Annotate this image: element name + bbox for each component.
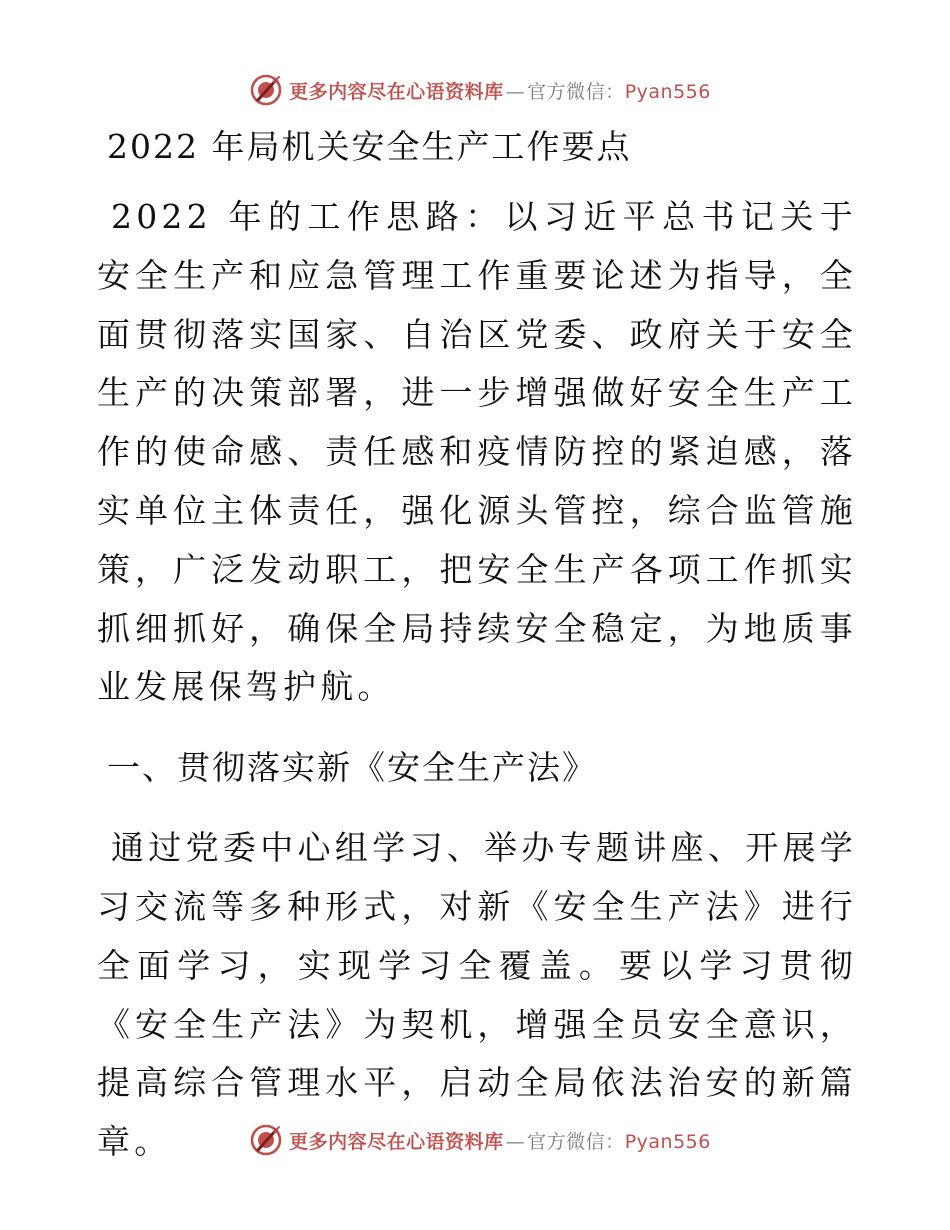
watermark-dash: — <box>505 80 526 103</box>
watermark-dash: — <box>505 1130 526 1153</box>
document-title: 2022 年局机关安全生产工作要点 <box>107 127 632 166</box>
paragraph-work-ideas: 2022 年的工作思路：以习近平总书记关于安全生产和应急管理工作重要论述为指导，全面贯彻落实国家、自治区党委、政府关于安全生产的决策部署，进一步增强做好安全生产工作的使命感、责任感和疫情防控的紧迫感，落实单位主体责任，强化源头管控，综合监管施策，广泛发动职工，把安全生产各项工作抓实抓细抓好，确保全局持续安全稳定，为地质事业发展保驾护航。 <box>97 197 857 707</box>
watermark-brand: 更多内容尽在心语资料库 <box>289 1130 504 1153</box>
watermark-brand: 更多内容尽在心语资料库 <box>289 80 504 103</box>
watermark-label: 官方微信： <box>527 80 625 103</box>
section-heading-1: 一、贯彻落实新《安全生产法》 <box>107 748 597 788</box>
pen-logo-icon <box>249 73 283 107</box>
watermark-account: Pyan556 <box>624 80 711 103</box>
header-watermark <box>0 70 950 110</box>
footer-watermark <box>0 1120 950 1160</box>
pen-logo-icon <box>249 1123 283 1157</box>
watermark-account: Pyan556 <box>624 1130 711 1153</box>
watermark-text <box>289 77 711 104</box>
watermark-group <box>249 73 711 107</box>
watermark-text <box>289 1127 711 1154</box>
watermark-group <box>249 1123 711 1157</box>
document-body <box>97 118 857 1194</box>
paragraph-section-1: 通过党委中心组学习、举办专题讲座、开展学习交流等多种形式，对新《安全生产法》进行全面学习，实现学习全覆盖。要以学习贯彻《安全生产法》为契机，增强全员安全意识，提高综合管理水平，启动全局依法治安的新篇章。 <box>97 828 857 1162</box>
watermark-label: 官方微信： <box>527 1130 625 1153</box>
